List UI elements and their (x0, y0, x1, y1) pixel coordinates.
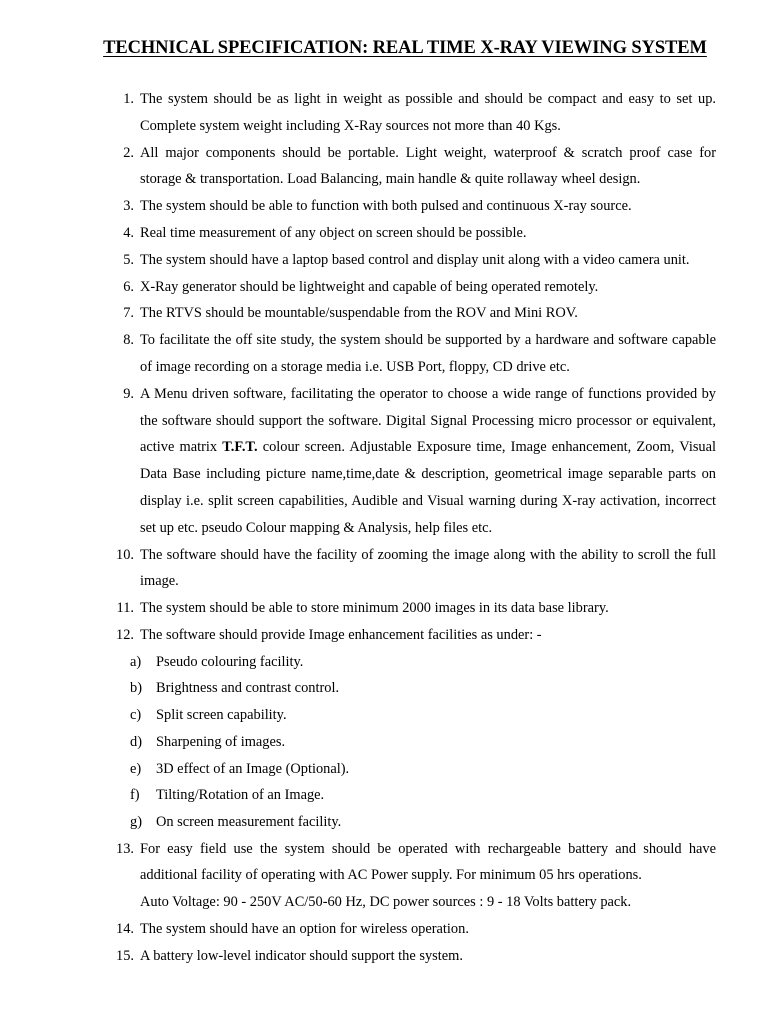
item-number: 12. (116, 626, 134, 643)
list-item (110, 622, 716, 649)
sub-item-text: 3D effect of an Image (Optional). (156, 760, 350, 777)
sub-list-item (130, 729, 716, 756)
bold-term: T.F.T. (222, 439, 258, 456)
sub-item-text: On screen measurement facility. (156, 813, 342, 830)
item-number: 14. (116, 921, 134, 938)
item-text: The system should be as light in weight as possible and should be compact and easy to set up. Complete system weight including X-Ray sources not more than 40 Kgs. (140, 91, 716, 134)
sub-item-text: Pseudo colouring facility. (156, 653, 304, 670)
item-text: The software should have the facility of zooming the image along with the ability to scroll the full image. (140, 546, 716, 590)
item-text (140, 381, 716, 542)
sub-list-item (130, 675, 716, 702)
item-text: The software should provide Image enhancement facilities as under: - (140, 626, 542, 643)
sub-item-text: Sharpening of images. (156, 733, 286, 750)
document-title: TECHNICAL SPECIFICATION: REAL TIME X-RAY VIEWING SYSTEM (103, 38, 707, 58)
item-number: 2. (123, 144, 134, 161)
sub-list-item (130, 782, 716, 809)
list-item (110, 86, 716, 140)
item-text: The system should have an option for wireless operation. (140, 921, 469, 938)
sub-item-letter: b) (130, 680, 142, 697)
item-text: The system should be able to function with both pulsed and continuous X-ray source. (140, 198, 632, 215)
sub-item-letter: a) (130, 653, 142, 670)
item-number: 15. (116, 947, 134, 964)
list-item (110, 836, 716, 890)
item-number: 9. (123, 385, 134, 402)
sub-list-item (130, 809, 716, 836)
list-item (110, 381, 716, 542)
item-number: 10. (116, 546, 134, 563)
item-number: 6. (123, 278, 134, 295)
item-text: The system should have a laptop based control and display unit along with a video camera unit. (140, 251, 690, 268)
item-text-part: colour screen. Adjustable Exposure time, Image enhancement, Zoom, Visual Data Base including picture name,time,date & description, geometrical image separable parts on display i.e. split screen capabilities, Audible and Visual warning during X-ray activation, incorrect set up etc. pseudo Colour mapping & Analysis, help files etc. (140, 439, 716, 536)
sub-list-item (130, 649, 716, 676)
sub-item-text: Tilting/Rotation of an Image. (156, 787, 325, 804)
item-extra-line: Auto Voltage: 90 - 250V AC/50-60 Hz, DC power sources : 9 - 18 Volts battery pack. (140, 894, 632, 911)
item-text-part: A Menu driven software, facilitating the operator to choose a wide range of functions provided by the software should support the software. Digital Signal Processing micro processor or equivalent, active matrix (140, 385, 716, 456)
sub-item-letter: f) (130, 787, 140, 804)
sub-item-letter: c) (130, 707, 142, 724)
list-item (110, 274, 716, 301)
item-text: For easy field use the system should be operated with rechargeable battery and should have additional facility of operating with AC Power supply. For minimum 05 hrs operations. (140, 840, 716, 884)
sub-item-letter: d) (130, 733, 142, 750)
list-item (110, 193, 716, 220)
item-number: 13. (116, 840, 134, 857)
sub-list (130, 649, 716, 836)
item-number: 1. (123, 91, 134, 107)
item-text: All major components should be portable. Light weight, waterproof & scratch proof case for storage & transportation. Load Balancing, main handle & quite rollaway wheel design. (140, 144, 716, 188)
item-text: A battery low-level indicator should support the system. (140, 947, 463, 964)
list-item (110, 140, 716, 194)
sub-item-text: Split screen capability. (156, 707, 287, 724)
list-item (110, 943, 716, 970)
list-item (110, 916, 716, 943)
item-text: The RTVS should be mountable/suspendable from the ROV and Mini ROV. (140, 305, 578, 322)
sub-item-letter: e) (130, 760, 142, 777)
sub-list-item (130, 756, 716, 783)
item-number: 8. (123, 332, 134, 349)
item-text: Real time measurement of any object on screen should be possible. (140, 224, 527, 241)
item-number: 11. (116, 600, 134, 617)
sub-item-letter: g) (130, 813, 142, 830)
sub-item-text: Brightness and contrast control. (156, 680, 340, 697)
item-text: To facilitate the off site study, the system should be supported by a hardware and software capable of image recording on a storage media i.e. USB Port, floppy, CD drive etc. (140, 332, 716, 375)
spec-list (110, 86, 716, 970)
item-text: X-Ray generator should be lightweight and capable of being operated remotely. (140, 278, 599, 295)
item-text: The system should be able to store minimum 2000 images in its data base library. (140, 600, 609, 617)
list-item (110, 220, 716, 247)
sub-list-item (130, 702, 716, 729)
item-number: 4. (123, 224, 134, 241)
list-item (110, 327, 716, 381)
item-number: 7. (123, 305, 134, 322)
list-item (110, 542, 716, 596)
item-number: 5. (123, 251, 134, 268)
item-number: 3. (123, 198, 134, 215)
list-item (110, 595, 716, 622)
list-item (110, 300, 716, 327)
list-item (110, 247, 716, 274)
